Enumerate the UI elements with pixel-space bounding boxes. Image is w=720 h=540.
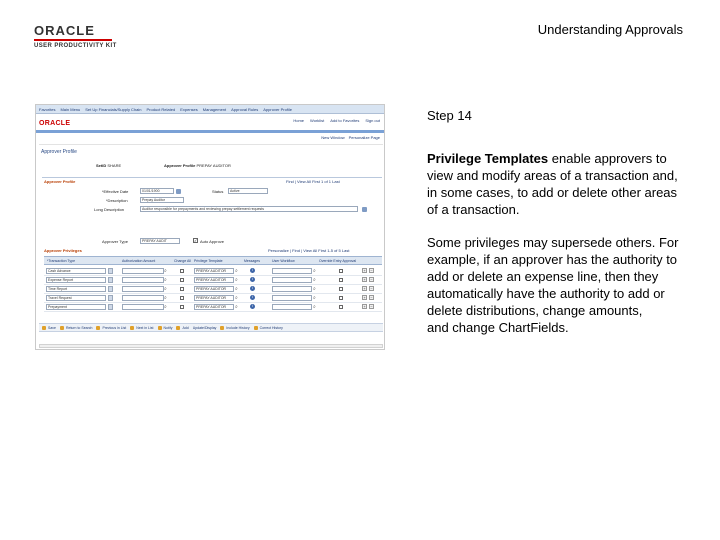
correct-history-label: Correct History bbox=[259, 325, 283, 330]
spellcheck-icon[interactable] bbox=[362, 207, 367, 212]
add-row-button[interactable]: + bbox=[363, 286, 366, 291]
transaction-type-input[interactable]: Expense Report bbox=[46, 277, 106, 283]
breadcrumb-item[interactable]: Approval Rules bbox=[231, 106, 259, 112]
description-label: *Description bbox=[106, 198, 128, 203]
privilege-template-input[interactable]: PREPAY AUDITOR bbox=[194, 277, 234, 283]
add-favorites-link[interactable]: Add to Favorites bbox=[330, 118, 360, 123]
breadcrumb-item[interactable]: Set Up Financials/Supply Chain bbox=[85, 106, 142, 112]
previous-in-list-label: Previous in List bbox=[102, 325, 127, 330]
approver-type-label: Approver Type bbox=[102, 239, 128, 244]
correct-icon bbox=[254, 326, 258, 330]
col-privilege-template[interactable]: Privilege Template bbox=[194, 259, 223, 263]
table-row bbox=[44, 267, 382, 276]
breadcrumb bbox=[36, 105, 384, 114]
privilege-templates-term: Privilege Templates bbox=[427, 151, 549, 166]
delete-row-button[interactable]: − bbox=[370, 286, 373, 291]
authorization-amount-input[interactable] bbox=[122, 304, 164, 310]
step-number: Step 14 bbox=[427, 108, 472, 123]
breadcrumb-item[interactable]: Product Related bbox=[146, 106, 176, 112]
table-row bbox=[44, 285, 382, 294]
lookup-icon[interactable]: ⌕ bbox=[313, 295, 316, 301]
user-workflow-input[interactable] bbox=[272, 268, 312, 274]
setid-label: SetID bbox=[96, 163, 107, 168]
col-change-all[interactable]: Change All bbox=[174, 259, 191, 263]
grid-view-all-link[interactable]: View All bbox=[303, 248, 318, 253]
update-display-label: Update/Display bbox=[192, 325, 217, 330]
effective-date-label: *Effective Date bbox=[102, 189, 129, 194]
supersede-line-3: and change ChartFields. bbox=[427, 320, 569, 335]
lookup-icon[interactable]: ⌕ bbox=[313, 304, 316, 310]
logo-brand: ORACLE bbox=[34, 23, 95, 38]
dropdown-icon[interactable] bbox=[108, 286, 113, 292]
grid-last-link[interactable]: Last bbox=[341, 248, 350, 253]
lookup-icon[interactable]: ⌕ bbox=[235, 295, 238, 301]
application-screenshot bbox=[35, 104, 385, 350]
add-icon bbox=[176, 326, 180, 330]
breadcrumb-item[interactable]: Expenses bbox=[180, 106, 198, 112]
info-icon[interactable]: i bbox=[250, 268, 255, 273]
user-workflow-input[interactable] bbox=[272, 277, 312, 283]
transaction-type-input[interactable]: Cash Advance bbox=[46, 268, 106, 274]
col-transaction-type[interactable]: *Transaction Type bbox=[47, 259, 76, 263]
delete-row-button[interactable]: − bbox=[370, 295, 373, 300]
auto-approve-label: Auto Approve bbox=[200, 239, 225, 244]
dropdown-icon[interactable] bbox=[108, 277, 113, 283]
breadcrumb-item[interactable]: Favorites bbox=[39, 106, 56, 112]
dropdown-icon[interactable] bbox=[108, 268, 113, 274]
change-all-checkbox[interactable] bbox=[180, 287, 184, 291]
lookup-icon[interactable]: ⌕ bbox=[164, 304, 167, 310]
change-all-checkbox[interactable] bbox=[180, 278, 184, 282]
add-row-button[interactable]: + bbox=[363, 295, 366, 300]
col-authorization-amount[interactable]: Authorization Amount bbox=[122, 259, 156, 263]
change-all-checkbox[interactable] bbox=[180, 269, 184, 273]
return-to-search-label: Return to Search bbox=[65, 325, 93, 330]
transaction-type-input[interactable]: Time Report bbox=[46, 286, 106, 292]
header-section bbox=[42, 177, 382, 247]
delete-row-button[interactable]: − bbox=[370, 277, 373, 282]
effective-date-input[interactable]: 01/01/1900 bbox=[140, 188, 174, 194]
authorization-amount-input[interactable] bbox=[122, 277, 164, 283]
breadcrumb-item[interactable]: Management bbox=[202, 106, 227, 112]
first-link[interactable]: First bbox=[312, 179, 320, 184]
override-checkbox[interactable] bbox=[339, 296, 343, 300]
privilege-templates-text: enable approvers to view and modify areas of a transaction and, in some cases, to add or delete other areas of a transaction. bbox=[427, 151, 678, 217]
override-checkbox[interactable] bbox=[339, 287, 343, 291]
grid-header bbox=[44, 256, 382, 265]
header-section-title: Approver Profile bbox=[44, 179, 76, 184]
change-all-checkbox[interactable] bbox=[180, 305, 184, 309]
status-label: Status bbox=[212, 189, 224, 194]
header-nav: Find | View All First 1 of 1 Last bbox=[286, 179, 340, 184]
user-workflow-input[interactable] bbox=[272, 286, 312, 292]
personalize-page-link[interactable]: Personalize Page bbox=[348, 135, 380, 140]
authorization-amount-input[interactable] bbox=[122, 268, 164, 274]
grid-nav: Personalize | Find | View All First 1-5 of 5 Last bbox=[268, 248, 350, 253]
new-window-link[interactable]: New Window bbox=[321, 135, 345, 140]
auto-approve-checkbox[interactable]: ✓ bbox=[194, 238, 198, 243]
breadcrumb-item[interactable]: Main Menu bbox=[60, 106, 81, 112]
notify-label: Notify bbox=[163, 325, 173, 330]
add-label: Add bbox=[182, 325, 189, 330]
add-row-button[interactable]: + bbox=[363, 268, 366, 273]
slide-title: Understanding Approvals bbox=[537, 22, 683, 37]
button-bar bbox=[39, 323, 383, 332]
supersede-line-2: For example, if an approver has the authority to add or delete an expense line, then they automatically have the authority to add or delete distributions, change amounts, bbox=[427, 235, 679, 318]
privileges-grid-title: Approver Privileges bbox=[44, 248, 82, 253]
lookup-icon[interactable]: ⌕ bbox=[235, 268, 238, 274]
long-description-label: Long Description bbox=[94, 207, 125, 212]
page-title: Approver Profile bbox=[41, 149, 77, 155]
add-button[interactable] bbox=[176, 326, 188, 330]
lookup-icon[interactable]: ⌕ bbox=[164, 277, 167, 283]
divider bbox=[39, 144, 383, 145]
lookup-icon[interactable]: ⌕ bbox=[235, 277, 238, 283]
override-checkbox[interactable] bbox=[339, 305, 343, 309]
lookup-icon[interactable]: ⌕ bbox=[313, 268, 316, 274]
grid-count: 1-5 of 5 bbox=[327, 248, 341, 253]
override-checkbox[interactable] bbox=[339, 269, 343, 273]
supersede-paragraph bbox=[427, 234, 689, 336]
delete-row-button[interactable]: − bbox=[370, 268, 373, 273]
save-label: Save bbox=[48, 325, 56, 330]
header-bar bbox=[36, 130, 384, 133]
home-link[interactable]: Home bbox=[293, 118, 305, 123]
profile-field bbox=[164, 163, 231, 168]
lookup-icon[interactable]: ⌕ bbox=[164, 268, 167, 274]
dropdown-icon[interactable] bbox=[108, 304, 113, 310]
sign-out-link[interactable]: Sign out bbox=[365, 118, 380, 123]
long-description-input[interactable]: Auditor responsible for prepayments and reviewing prepay settlement requests bbox=[140, 206, 358, 212]
override-checkbox[interactable] bbox=[339, 278, 343, 282]
description-input[interactable]: Prepay Auditor bbox=[140, 197, 184, 203]
lookup-icon[interactable]: ⌕ bbox=[164, 286, 167, 292]
dropdown-icon[interactable] bbox=[108, 295, 113, 301]
col-override[interactable]: Override Entry Approval bbox=[319, 259, 357, 263]
find-link[interactable]: Find bbox=[286, 179, 294, 184]
include-history-label: Include History bbox=[226, 325, 250, 330]
privilege-templates-paragraph bbox=[427, 150, 689, 218]
return-icon bbox=[60, 326, 64, 330]
col-messages[interactable]: Messages bbox=[244, 259, 260, 263]
transaction-type-input[interactable]: Prepayment bbox=[46, 304, 106, 310]
grid-first-link[interactable]: First bbox=[318, 248, 327, 253]
privilege-template-input[interactable]: PREPAY AUDITOR bbox=[194, 295, 234, 301]
top-links bbox=[293, 118, 380, 123]
info-icon[interactable]: i bbox=[250, 277, 255, 282]
notify-icon bbox=[158, 326, 162, 330]
lookup-icon[interactable]: ⌕ bbox=[235, 286, 238, 292]
lookup-icon[interactable]: ⌕ bbox=[313, 277, 316, 283]
previous-in-list-button[interactable] bbox=[96, 326, 126, 330]
add-row-button[interactable]: + bbox=[363, 277, 366, 282]
approver-type-select[interactable]: PREPAY AUDIT bbox=[140, 238, 180, 244]
worklist-link[interactable]: Worklist bbox=[310, 118, 325, 123]
notify-button[interactable] bbox=[158, 326, 173, 330]
user-workflow-input[interactable] bbox=[272, 295, 312, 301]
info-icon[interactable]: i bbox=[250, 304, 255, 309]
info-icon[interactable]: i bbox=[250, 286, 255, 291]
privilege-template-input[interactable]: PREPAY AUDITOR bbox=[194, 268, 234, 274]
save-button[interactable] bbox=[42, 326, 56, 330]
setid-value: SHARE bbox=[107, 163, 122, 168]
setid-field bbox=[96, 163, 121, 168]
update-display-button[interactable] bbox=[193, 326, 217, 330]
return-to-search-button[interactable] bbox=[60, 326, 92, 330]
col-user-workflow[interactable]: User Workflow bbox=[272, 259, 295, 263]
grid-find-link[interactable]: Find bbox=[292, 248, 300, 253]
view-all-link[interactable]: View All bbox=[297, 179, 311, 184]
privilege-template-input[interactable]: PREPAY AUDITOR bbox=[194, 286, 234, 292]
include-history-button[interactable] bbox=[220, 326, 249, 330]
transaction-type-input[interactable]: Travel Request bbox=[46, 295, 106, 301]
calendar-icon[interactable] bbox=[176, 189, 181, 194]
previous-icon bbox=[96, 326, 100, 330]
privilege-template-input[interactable]: PREPAY AUDITOR bbox=[194, 304, 234, 310]
next-in-list-label: Next in List bbox=[136, 325, 154, 330]
page-count: 1 of 1 bbox=[321, 179, 332, 184]
logo-rule bbox=[34, 39, 112, 41]
profile-value: PREPAY AUDITOR bbox=[196, 163, 231, 168]
supersede-line-1: Some privileges may supersede others. bbox=[427, 235, 656, 250]
horizontal-scrollbar[interactable] bbox=[39, 344, 383, 348]
history-icon bbox=[220, 326, 224, 330]
authorization-amount-input[interactable] bbox=[122, 295, 164, 301]
correct-history-button[interactable] bbox=[254, 326, 283, 330]
delete-row-button[interactable]: − bbox=[370, 304, 373, 309]
next-in-list-button[interactable] bbox=[130, 326, 153, 330]
lookup-icon[interactable]: ⌕ bbox=[313, 286, 316, 292]
save-icon bbox=[42, 326, 46, 330]
last-link[interactable]: Last bbox=[332, 179, 340, 184]
window-links bbox=[321, 135, 380, 140]
lookup-icon[interactable]: ⌕ bbox=[164, 295, 167, 301]
ps-logo: ORACLE bbox=[39, 120, 71, 127]
profile-label: Approver Profile bbox=[164, 163, 196, 168]
personalize-link[interactable]: Personalize bbox=[268, 248, 289, 253]
user-workflow-input[interactable] bbox=[272, 304, 312, 310]
table-row bbox=[44, 276, 382, 285]
change-all-checkbox[interactable] bbox=[180, 296, 184, 300]
oracle-upk-logo bbox=[34, 24, 124, 49]
table-row bbox=[44, 294, 382, 303]
info-icon[interactable]: i bbox=[250, 295, 255, 300]
table-row bbox=[44, 303, 382, 312]
logo-product: USER PRODUCTIVITY KIT bbox=[34, 43, 117, 49]
next-icon bbox=[130, 326, 134, 330]
breadcrumb-item[interactable]: Approver Profile bbox=[263, 106, 292, 112]
status-select[interactable]: Active bbox=[228, 188, 268, 194]
add-row-button[interactable]: + bbox=[363, 304, 366, 309]
lookup-icon[interactable]: ⌕ bbox=[235, 304, 238, 310]
authorization-amount-input[interactable] bbox=[122, 286, 164, 292]
